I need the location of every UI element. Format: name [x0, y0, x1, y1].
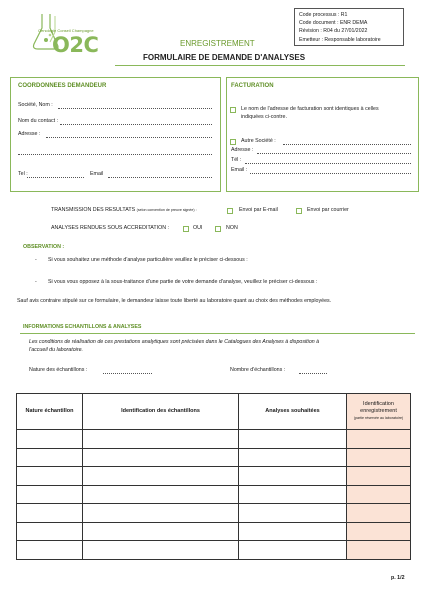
table-row [17, 485, 411, 504]
nature-cell[interactable] [17, 485, 83, 504]
identification-cell[interactable] [83, 448, 239, 467]
autre-label: Autre Société : [241, 138, 276, 144]
document-code: Code document : ENR DEMA [299, 20, 368, 27]
nature-label: Nature des échantillons : [29, 367, 88, 373]
transmission-title: TRANSMISSION DES RESULTATS [51, 207, 136, 213]
fact-email-label: Email : [231, 167, 248, 173]
nature-cell[interactable] [17, 541, 83, 560]
nombre-field[interactable] [299, 373, 327, 374]
facturation-same-text-2: indiquées ci-contre. [241, 114, 287, 120]
process-info-box [294, 8, 404, 46]
echantillons-rule [20, 333, 415, 334]
fact-tel-label: Tél : [231, 157, 242, 163]
courrier-option: Envoi par courrier [307, 207, 349, 213]
facturation-autre-checkbox[interactable] [230, 139, 236, 145]
fact-adresse-label: Adresse : [231, 147, 254, 153]
col-identification: Identification des échantillons [83, 394, 239, 430]
accreditation-label: ANALYSES RENDUES SOUS ACCREDITATION : [51, 225, 170, 231]
logo-tagline: Oenologie Conseil Champagne [38, 28, 94, 33]
nombre-label: Nombre d'échantillons : [230, 367, 286, 373]
analyses-cell[interactable] [239, 541, 347, 560]
facturation-same-checkbox[interactable] [230, 107, 236, 113]
samples-table [16, 393, 411, 560]
email-field[interactable] [108, 177, 212, 178]
page-number: p. 1/2 [391, 575, 405, 581]
enregistrement-cell[interactable] [347, 430, 411, 449]
process-code: Code processus : R1 [299, 12, 348, 18]
fact-tel-field[interactable] [245, 163, 411, 164]
col-analyses: Analyses souhaitées [239, 394, 347, 430]
table-row [17, 504, 411, 523]
table-row [17, 467, 411, 486]
emitter: Emetteur : Responsable laboratoire [299, 36, 381, 43]
observation-title: OBSERVATION : [23, 244, 65, 250]
identification-cell[interactable] [83, 485, 239, 504]
autre-field[interactable] [283, 144, 411, 145]
societe-label: Société, Nom : [18, 102, 53, 108]
enregistrement-cell[interactable] [347, 504, 411, 523]
enregistrement-cell[interactable] [347, 541, 411, 560]
identification-cell[interactable] [83, 541, 239, 560]
societe-field[interactable] [58, 108, 212, 109]
enregistrement-cell[interactable] [347, 522, 411, 541]
analyses-cell[interactable] [239, 448, 347, 467]
analyses-cell[interactable] [239, 467, 347, 486]
echantillons-intro-1: Les conditions de réalisation de ces prestations analytiques sont précisées dans le Catalogues des Analyses à disposition à [29, 339, 320, 345]
email-checkbox[interactable] [227, 208, 233, 214]
table-row [17, 541, 411, 560]
form-title: FORMULAIRE DE DEMANDE D'ANALYSES [143, 53, 306, 62]
analyses-cell[interactable] [239, 522, 347, 541]
revision: Révision : R04 du 27/01/2022 [299, 28, 368, 35]
observation-bullet-2: - [35, 279, 37, 285]
facturation-box [226, 77, 419, 192]
nature-cell[interactable] [17, 522, 83, 541]
enregistrement-cell[interactable] [347, 467, 411, 486]
col-enregistrement-title: Identification enregistrement [360, 401, 397, 414]
tel-field[interactable] [27, 177, 84, 178]
enregistrement-cell[interactable] [347, 448, 411, 467]
logo-text: O2C [52, 33, 99, 57]
observation-line-2: Si vous vous opposez à la sous-traitance d'une partie de votre demande d'analyse, veuillez le préciser ci-dessous : [48, 279, 318, 285]
oui-checkbox[interactable] [183, 226, 189, 232]
header-rule [115, 65, 405, 66]
analyses-cell[interactable] [239, 430, 347, 449]
col-enregistrement [347, 394, 411, 430]
echantillons-intro-2: l'accueil du laboratoire. [29, 347, 84, 353]
default-method-note: Sauf avis contraire stipulé sur ce formulaire, le demandeur laisse toute liberté au laboratoire quant au choix des méthodes employées. [17, 298, 332, 304]
nature-cell[interactable] [17, 430, 83, 449]
nature-cell[interactable] [17, 504, 83, 523]
nature-cell[interactable] [17, 467, 83, 486]
adresse-field-2[interactable] [18, 154, 212, 155]
transmission-label [51, 207, 197, 214]
analyses-cell[interactable] [239, 485, 347, 504]
tel-label: Tel : [18, 171, 28, 177]
transmission-note: (selon convention de preuve signée) : [136, 208, 197, 212]
contact-field[interactable] [60, 124, 212, 125]
fact-email-field[interactable] [250, 173, 411, 174]
email-option: Envoi par E-mail [239, 207, 278, 213]
oui-option: OUI [193, 225, 203, 231]
table-row [17, 430, 411, 449]
non-checkbox[interactable] [215, 226, 221, 232]
section-label: ENREGISTREMENT [180, 39, 255, 48]
col-nature: Nature échantillon [17, 394, 83, 430]
identification-cell[interactable] [83, 504, 239, 523]
col-enregistrement-note: (partie réservée au laboratoire) [353, 416, 404, 420]
facturation-title: FACTURATION [231, 83, 274, 89]
adresse-label: Adresse : [18, 131, 41, 137]
coordonnees-box [10, 77, 221, 192]
echantillons-title: INFORMATIONS ECHANTILLONS & ANALYSES [23, 324, 142, 330]
courrier-checkbox[interactable] [296, 208, 302, 214]
table-row [17, 448, 411, 467]
identification-cell[interactable] [83, 522, 239, 541]
adresse-field-1[interactable] [46, 137, 212, 138]
observation-line-1: Si vous souhaitez une méthode d'analyse particulière veuillez le préciser ci-dessous : [48, 257, 248, 263]
table-header-row [17, 394, 411, 430]
fact-adresse-field[interactable] [257, 153, 411, 154]
identification-cell[interactable] [83, 467, 239, 486]
observation-bullet-1: - [35, 257, 37, 263]
analyses-cell[interactable] [239, 504, 347, 523]
nature-cell[interactable] [17, 448, 83, 467]
email-label: Email [90, 171, 104, 177]
contact-label: Nom du contact : [18, 118, 59, 124]
coordonnees-title: COORDONNEES DEMANDEUR [18, 83, 107, 89]
identification-cell[interactable] [83, 430, 239, 449]
non-option: NON [226, 225, 238, 231]
enregistrement-cell[interactable] [347, 485, 411, 504]
nature-field[interactable] [103, 373, 152, 374]
table-row [17, 522, 411, 541]
facturation-same-text-1: Le nom de l'adresse de facturation sont identiques à celles [241, 106, 379, 112]
